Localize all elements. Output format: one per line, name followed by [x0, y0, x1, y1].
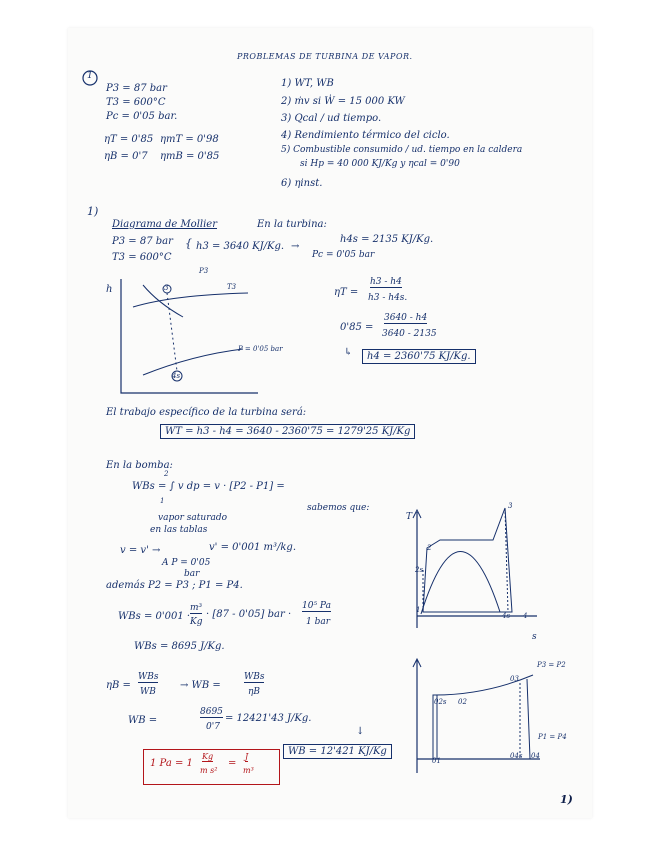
- unit-kg: Kg: [190, 617, 203, 627]
- integral-lower: 1: [160, 497, 165, 505]
- question-5: 5) Combustible consumido / ud. tiempo en la caldera: [281, 145, 523, 155]
- point-3-label: 3: [164, 284, 169, 292]
- question-6: 6) ηinst.: [281, 178, 323, 189]
- axis-h-label: h: [106, 284, 113, 295]
- wb-lhs: WB =: [128, 715, 158, 726]
- ts-pt-1: 1: [416, 606, 421, 614]
- pump-integral: WBs = ∫ v dp = v · [P2 - P1] =: [132, 481, 285, 492]
- eta-num: h3 - h4: [370, 277, 402, 287]
- ts-pt-2: 2: [427, 544, 432, 552]
- unit-pa: 10⁵ Pa: [302, 601, 331, 611]
- eta-den: h3 - h4s.: [368, 293, 408, 303]
- ts-pt-4s: 4s: [502, 612, 511, 620]
- wbs-lhs: WBs = 0'001 ·: [118, 611, 191, 622]
- pa-box-kg: Kg: [202, 752, 214, 761]
- ts-pt-2s: 2s: [415, 566, 424, 574]
- point-4s-label: 4s: [172, 372, 181, 380]
- pa-box-m3: m³: [243, 766, 254, 775]
- data-eta-t: ηT = 0'85: [104, 134, 154, 145]
- ts-diagram: [405, 500, 545, 630]
- ts-axis-t: T: [406, 512, 413, 522]
- vapor-note: vapor saturado: [158, 513, 228, 523]
- pascal-box: [143, 749, 280, 785]
- wbs-result: WBs = 8695 J/Kg.: [134, 641, 225, 652]
- wb-calc-result: = 12421'43 J/Kg.: [225, 713, 312, 724]
- mollier-t3: T3 = 600°C: [112, 252, 172, 263]
- ph-pt-02: 02: [458, 698, 467, 706]
- ph-pt-04: 04: [531, 752, 540, 760]
- wb-arrow: → WB =: [180, 680, 221, 691]
- unit-bar: 1 bar: [306, 617, 331, 627]
- tables-note: en las tablas: [150, 525, 208, 535]
- data-eta-mb: ηmB = 0'85: [160, 151, 220, 162]
- question-1: 1) WT, WB: [281, 78, 334, 89]
- wb-num: WBs: [244, 672, 265, 682]
- curve-p3-label: P3: [199, 267, 209, 275]
- result-arrow: ↳: [344, 347, 353, 358]
- data-eta-mt: ηmT = 0'98: [160, 134, 219, 145]
- mollier-diagram: [113, 275, 273, 395]
- ph-p3-p2: P3 = P2: [537, 661, 566, 669]
- question-5-cont: si Hp = 40 000 KJ/Kg y ηcal = 0'90: [300, 159, 460, 169]
- data-pc: Pc = 0'05 bar.: [106, 111, 178, 122]
- ph-diagram: [405, 655, 545, 775]
- curve-p-label: P = 0'05 bar: [238, 345, 283, 353]
- pa-box-eq: =: [228, 758, 237, 769]
- mollier-pc: Pc = 0'05 bar: [312, 250, 375, 260]
- brace: {: [185, 237, 192, 250]
- down-arrow: ↓: [356, 726, 365, 737]
- unit-m3: m³: [190, 603, 203, 613]
- data-t3: T3 = 600°C: [106, 97, 166, 108]
- question-4: 4) Rendimiento térmico del ciclo.: [281, 130, 450, 141]
- question-2: 2) ṁv si Ẇ = 15 000 KW: [281, 96, 405, 107]
- data-eta-b: ηB = 0'7: [104, 151, 148, 162]
- problem-number: 1: [87, 71, 93, 81]
- curve-t3-label: T3: [227, 283, 237, 291]
- mollier-p3: P3 = 87 bar: [112, 236, 173, 247]
- page-number: 1): [560, 793, 573, 806]
- turbine-note: En la turbina:: [257, 219, 327, 230]
- question-3: 3) Qcal / ud tiempo.: [281, 113, 382, 124]
- wb-box: WB = 12'421 KJ/Kg: [283, 744, 392, 759]
- eta-b-lhs: ηB =: [106, 680, 131, 691]
- wb-den: ηB: [248, 687, 261, 697]
- eta-num2: 3640 - h4: [384, 313, 428, 323]
- data-p3: P3 = 87 bar: [106, 83, 167, 94]
- v-equation: v = v' →: [120, 545, 161, 556]
- ts-pt-3: 3: [508, 502, 513, 510]
- page-title: PROBLEMAS DE TURBINA DE VAPOR.: [237, 52, 413, 61]
- eta-b-den: WB: [140, 687, 156, 697]
- mollier-h4s: h4s = 2135 KJ/Kg.: [340, 234, 434, 245]
- v-value: v' = 0'001 m³/kg.: [209, 542, 297, 553]
- ph-p1-p4: P1 = P4: [538, 733, 567, 741]
- ts-axis-s: s: [532, 632, 537, 642]
- ts-pt-4: 4: [523, 612, 528, 620]
- work-turbine-intro: El trabajo específico de la turbina será:: [106, 407, 307, 418]
- integral-upper: 2: [164, 470, 169, 478]
- work-turbine-formula: WT = h3 - h4 = 3640 - 2360'75 = 1279'25 KJ/Kg: [160, 424, 415, 439]
- wb-calc-den: 0'7: [206, 722, 220, 732]
- eta-value: 0'85 =: [340, 322, 374, 333]
- eta-den2: 3640 - 2135: [382, 329, 437, 339]
- pressure-bracket: · [87 - 0'05] bar ·: [206, 609, 292, 620]
- pa-box-j: J: [245, 752, 249, 761]
- ademas-note: además P2 = P3 ; P1 = P4.: [106, 580, 243, 591]
- arrow-icon: →: [291, 241, 300, 252]
- ph-pt-03: 03: [510, 675, 519, 683]
- pump-intro: En la bomba:: [106, 460, 173, 471]
- wb-calc-num: 8695: [200, 707, 223, 717]
- pa-box-ms2: m s²: [200, 766, 218, 775]
- mollier-heading: Diagrama de Mollier: [112, 219, 217, 230]
- ph-pt-04s: 04s: [510, 752, 523, 760]
- pa-box-a: 1 Pa = 1: [150, 758, 193, 769]
- mollier-h3: h3 = 3640 KJ/Kg.: [196, 241, 285, 252]
- h4-result: h4 = 2360'75 KJ/Kg.: [362, 349, 476, 364]
- pressure-note: A P = 0'05: [162, 558, 211, 568]
- bar-note: bar: [184, 569, 200, 579]
- part-label: 1): [87, 205, 99, 218]
- sabemos-note: sabemos que:: [307, 503, 370, 513]
- ph-pt-02s: 02s: [434, 698, 447, 706]
- eta-t-lhs: ηT =: [334, 287, 359, 298]
- ph-pt-01: 01: [432, 757, 441, 765]
- eta-b-num: WBs: [138, 672, 159, 682]
